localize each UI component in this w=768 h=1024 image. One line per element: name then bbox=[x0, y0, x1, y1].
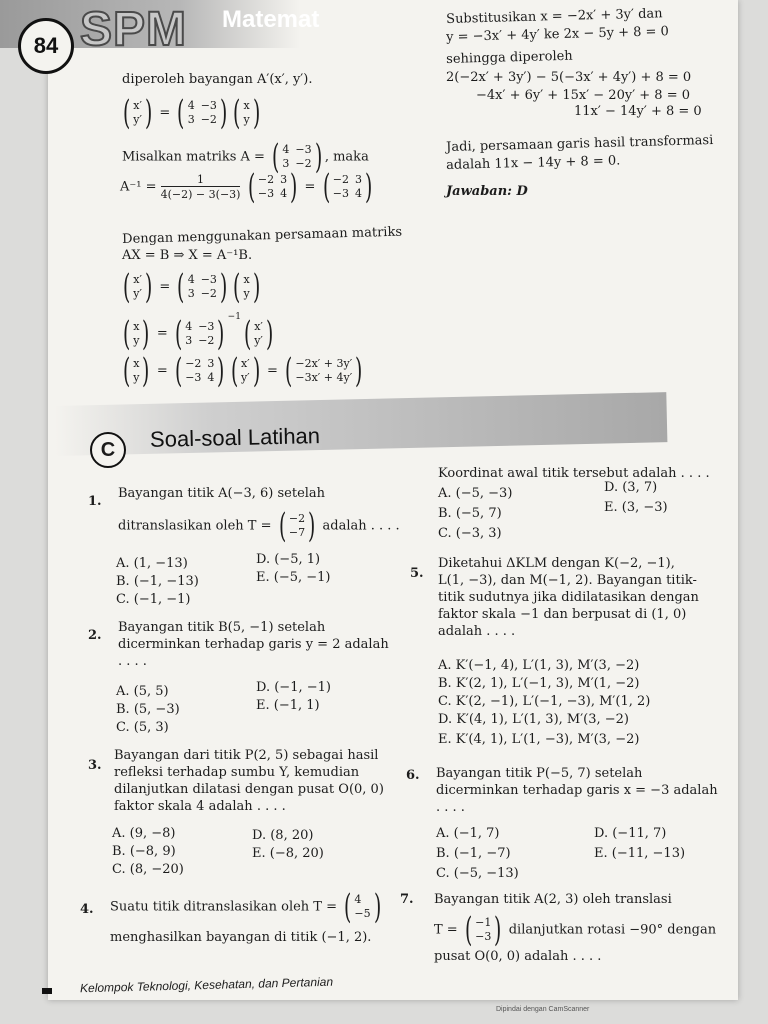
example-line: y = −3x′ + 4y′ ke 2x − 5y + 8 = 0 bbox=[446, 24, 670, 45]
option-b: B. (5, −3) bbox=[116, 702, 180, 717]
question-number: 4. bbox=[80, 902, 94, 917]
example-line: 11x′ − 14y′ + 8 = 0 bbox=[574, 104, 702, 119]
option-c: C. (−5, −13) bbox=[436, 866, 519, 881]
option-e: E. (−11, −13) bbox=[594, 846, 686, 861]
example-line: −4x′ + 6y′ + 15x′ − 20y′ + 8 = 0 bbox=[476, 88, 691, 103]
option-a: A. K′(−1, 4), L′(1, 3), M′(3, −2) bbox=[438, 658, 640, 673]
option-a: A. (9, −8) bbox=[112, 826, 176, 841]
matrix-equation-4: ( x y ) = ( −2 3 −3 4 ) ( x′ y′ ) = ( −2x′ + 3y′ −3x′ + 4y′ ) bbox=[122, 351, 363, 391]
option-b: B. (−1, −13) bbox=[116, 574, 199, 589]
question-number: 2. bbox=[88, 628, 102, 643]
fraction: $\frac{1}{4(-2) - 3(-3)}$ bbox=[160, 173, 241, 201]
matrix: ( 4 −3 3 −2 ) bbox=[177, 93, 228, 133]
option-a: A. (5, 5) bbox=[116, 684, 169, 699]
page-number: 84 bbox=[18, 18, 74, 74]
option-e: E. (−5, −1) bbox=[256, 570, 331, 585]
example-line: sehingga diperoleh bbox=[446, 48, 573, 67]
vector: ( x′ y′ ) bbox=[122, 93, 153, 133]
question-number: 6. bbox=[406, 768, 420, 783]
option-b: B. (−1, −7) bbox=[436, 846, 511, 861]
option-e: E. (−1, 1) bbox=[256, 698, 320, 713]
option-c: C. K′(2, −1), L′(−1, −3), M′(1, 2) bbox=[438, 694, 651, 709]
option-d: D. (−1, −1) bbox=[256, 680, 331, 695]
question-text: Bayangan titik A(−3, 6) setelah ditranslasikan oleh T = ( −2 −7 ) adalah . . . . bbox=[118, 486, 400, 546]
section-title: Soal-soal Latihan bbox=[149, 423, 321, 452]
option-e: E. K′(4, 1), L′(1, −3), M′(3, −2) bbox=[438, 732, 640, 747]
question-text: Bayangan dari titik P(2, 5) sebagai hasil refleksi terhadap sumbu Y, kemudian dilanjutkan dilatasi dengan pusat O(0, 0) faktor skala 4 adalah . . . . bbox=[114, 748, 384, 814]
vector: ( −2 −7 ) bbox=[278, 505, 316, 546]
ax-line: AX = B ⇒ X = A⁻¹B. bbox=[122, 248, 253, 263]
matrix: ( −2 3 −3 4 ) bbox=[322, 167, 373, 207]
inverse-line: A⁻¹ = $\frac{1}{4(-2) - 3(-3)}$ ( −2 3 −3 4 ) = ( −2 3 −3 4 ) bbox=[120, 170, 375, 204]
matrix: ( −2 3 −3 4 ) bbox=[247, 167, 298, 207]
option-c: C. (8, −20) bbox=[112, 862, 184, 877]
dengan-line: Dengan menggunakan persamaan matriks bbox=[122, 224, 403, 247]
option-d: D. K′(4, 1), L′(1, 3), M′(3, −2) bbox=[438, 712, 630, 727]
footer-text: Kelompok Teknologi, Kesehatan, dan Pertanian bbox=[79, 974, 334, 996]
example-line: 2(−2x′ + 3y′) − 5(−3x′ + 4y′) + 8 = 0 bbox=[446, 70, 692, 85]
footer-mark bbox=[42, 988, 52, 994]
conclusion-line: Jadi, persamaan garis hasil transformasi bbox=[446, 133, 714, 155]
brand-logo: SPM bbox=[80, 3, 188, 56]
option-d: D. (−11, 7) bbox=[594, 826, 667, 841]
option-a: A. (1, −13) bbox=[116, 556, 188, 571]
example-line: diperoleh bayangan A′(x′, y′). bbox=[122, 72, 313, 87]
question-number: 7. bbox=[400, 892, 414, 907]
vector: ( −1 −3 ) bbox=[464, 909, 502, 950]
scanner-watermark: Dipindai dengan CamScanner bbox=[496, 1006, 590, 1013]
subject-title: Matemat bbox=[222, 6, 320, 33]
question-text: Suatu titik ditranslasikan oleh T = ( 4 −5 ) menghasilkan bayangan di titik (−1, 2). bbox=[110, 890, 384, 947]
question-text: Bayangan titik A(2, 3) oleh translasi T = ( −1 −3 ) dilanjutkan rotasi −90° dengan pusat O(0, 0) adalah . . . . bbox=[434, 892, 717, 964]
option-e: E. (−8, 20) bbox=[252, 846, 324, 861]
conclusion-line: adalah 11x − 14y + 8 = 0. bbox=[446, 153, 621, 173]
answer-label: Jawaban: D bbox=[446, 184, 528, 199]
question-number: 3. bbox=[88, 758, 102, 773]
question-text: Bayangan titik P(−5, 7) setelah dicerminkan terhadap garis x = −3 adalah . . . . bbox=[436, 766, 718, 815]
option-e: E. (3, −3) bbox=[604, 500, 668, 515]
matrix-equation-3: ( x y ) = ( 4 −3 3 −2 ) $^{-1}$ ( x′ y′ ) bbox=[122, 312, 274, 354]
option-d: D. (8, 20) bbox=[252, 828, 314, 843]
example-line: Substitusikan x = −2x′ + 3y′ dan bbox=[446, 6, 663, 27]
option-b: B. K′(2, 1), L′(−1, 3), M′(1, −2) bbox=[438, 676, 640, 691]
misalkan-line: Misalkan matriks A = ( 4 −3 3 −2 ) , maka bbox=[122, 137, 369, 177]
question-number: 1. bbox=[88, 494, 102, 509]
question-text: Diketahui ΔKLM dengan K(−2, −1), L(1, −3), dan M(−1, 2). Bayangan titik- titik sudutnya jika didilatasikan dengan faktor skala −1 dan berpusat di (1, 0) adalah . . . . bbox=[438, 556, 699, 639]
question-text-continued: Koordinat awal titik tersebut adalah . . . . bbox=[438, 466, 710, 481]
option-c: C. (−3, 3) bbox=[438, 526, 502, 541]
matrix-equation-2: ( x′ y′ ) = ( 4 −3 3 −2 ) ( x y ) bbox=[122, 267, 260, 307]
option-c: C. (−1, −1) bbox=[116, 592, 191, 607]
section-letter: C bbox=[90, 432, 126, 468]
option-c: C. (5, 3) bbox=[116, 720, 169, 735]
option-d: D. (−5, 1) bbox=[256, 552, 321, 567]
option-b: B. (−5, 7) bbox=[438, 506, 502, 521]
matrix-equation-1: ( x′ y′ ) = ( 4 −3 3 −2 ) ( x y ) bbox=[120, 96, 263, 130]
vector: ( 4 −5 ) bbox=[344, 887, 381, 927]
question-text: Bayangan titik B(5, −1) setelah dicerminkan terhadap garis y = 2 adalah . . . . bbox=[118, 620, 389, 669]
option-a: A. (−1, 7) bbox=[436, 826, 500, 841]
option-d: D. (3, 7) bbox=[604, 480, 658, 495]
matrix: ( 4 −3 3 −2 ) bbox=[272, 137, 322, 177]
option-a: A. (−5, −3) bbox=[438, 486, 513, 501]
option-b: B. (−8, 9) bbox=[112, 844, 176, 859]
question-number: 5. bbox=[410, 566, 424, 581]
vector: ( x y ) bbox=[233, 93, 260, 133]
